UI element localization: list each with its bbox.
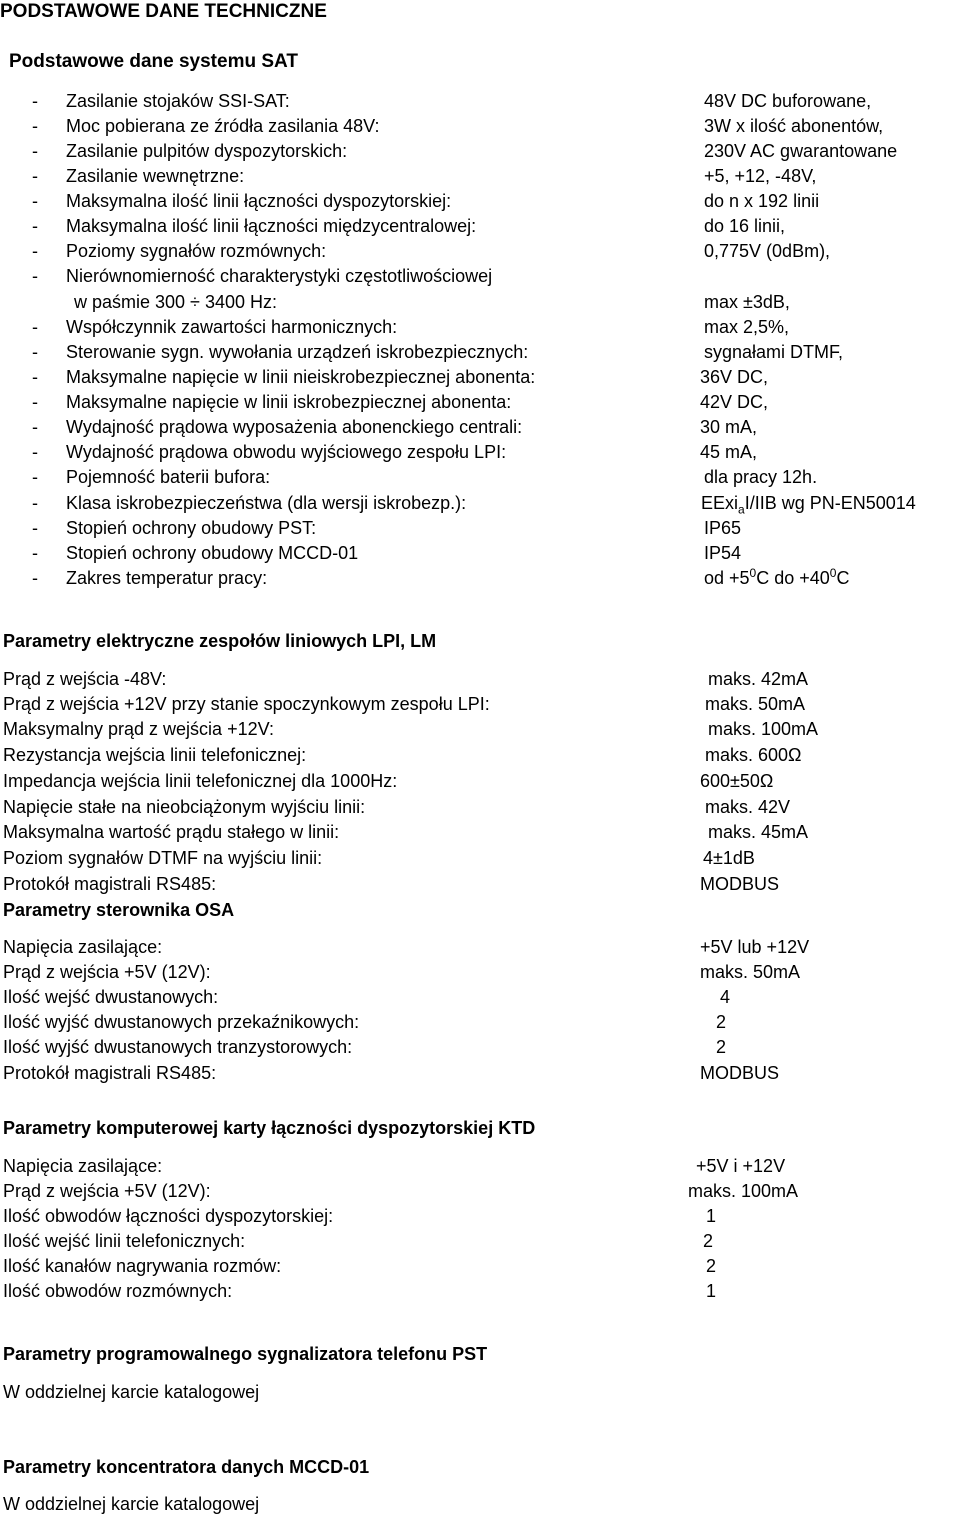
row-label: Maksymalne napięcie w linii iskrobezpiecznej abonenta: bbox=[66, 392, 512, 412]
mccd-heading: Parametry koncentratora danych MCCD-01 bbox=[3, 1457, 370, 1477]
row-label: Wydajność prądowa obwodu wyjściowego zespołu LPI: bbox=[66, 442, 507, 462]
row-value: 1 bbox=[706, 1281, 717, 1301]
row-label: Zasilanie pulpitów dyspozytorskich: bbox=[66, 141, 348, 161]
row-label: Ilość kanałów nagrywania rozmów: bbox=[3, 1256, 282, 1276]
row-dash: - bbox=[32, 467, 38, 487]
row-label: Maksymalna ilość linii łączności międzycentralowej: bbox=[66, 216, 477, 236]
row-label: Napięcia zasilające: bbox=[3, 937, 163, 957]
row-dash: - bbox=[32, 141, 38, 161]
row-value: +5V i +12V bbox=[696, 1156, 786, 1176]
row-dash: - bbox=[32, 543, 38, 563]
row-dash: - bbox=[32, 442, 38, 462]
temperature-range-value: od $+5^0C$ do $+40^0C$ bbox=[704, 566, 850, 588]
row-label: Prąd z wejścia -48V: bbox=[3, 669, 167, 689]
row-value: maks. 50mA bbox=[705, 694, 806, 714]
row-value: 600±50Ω bbox=[700, 771, 774, 791]
ex-class-value: EExi$_a$I/IIB wg PN-EN50014 bbox=[701, 493, 916, 517]
row-dash: - bbox=[32, 116, 38, 136]
row-dash: - bbox=[32, 91, 38, 111]
row-dash: - bbox=[32, 241, 38, 261]
row-dash: - bbox=[32, 266, 38, 286]
row-label: Poziomy sygnałów rozmównych: bbox=[66, 241, 327, 261]
row-label: Rezystancja wejścia linii telefonicznej: bbox=[3, 745, 307, 765]
pst-note: W oddzielnej karcie katalogowej bbox=[3, 1382, 260, 1402]
osa-heading: Parametry sterownika OSA bbox=[3, 900, 235, 920]
row-value: 4±1dB bbox=[703, 848, 755, 868]
row-value: 45 mA, bbox=[700, 442, 758, 462]
row-value: sygnałami DTMF, bbox=[704, 342, 844, 362]
row-label: Wydajność prądowa wyposażenia abonenckiego centrali: bbox=[66, 417, 523, 437]
row-label: Moc pobierana ze źródła zasilania 48V: bbox=[66, 116, 380, 136]
row-label: Zakres temperatur pracy: bbox=[66, 568, 268, 588]
row-value: 3W x ilość abonentów, bbox=[704, 116, 884, 136]
row-dash: - bbox=[32, 568, 38, 588]
row-value: maks. 45mA bbox=[708, 822, 809, 842]
row-value: 1 bbox=[706, 1206, 717, 1226]
row-value: 36V DC, bbox=[700, 367, 769, 387]
row-dash: - bbox=[32, 216, 38, 236]
row-value: do n x 192 linii bbox=[704, 191, 820, 211]
row-dash: - bbox=[32, 191, 38, 211]
row-value: 4 bbox=[720, 987, 731, 1007]
row-value: IP65 bbox=[704, 518, 742, 538]
row-value: MODBUS bbox=[700, 1063, 780, 1083]
row-value: max 2,5%, bbox=[704, 317, 790, 337]
row-label: Sterowanie sygn. wywołania urządzeń iskrobezpiecznych: bbox=[66, 342, 529, 362]
row-label: Ilość wyjść dwustanowych przekaźnikowych: bbox=[3, 1012, 360, 1032]
row-value: max ±3dB, bbox=[704, 292, 790, 312]
row-label: Ilość wejść linii telefonicznych: bbox=[3, 1231, 246, 1251]
row-value: 0,775V (0dBm), bbox=[704, 241, 831, 261]
row-label: Ilość obwodów łączności dyspozytorskiej: bbox=[3, 1206, 334, 1226]
row-value: 2 bbox=[716, 1012, 727, 1032]
row-label: Stopień ochrony obudowy MCCD-01 bbox=[66, 543, 359, 563]
row-label: Nierównomierność charakterystyki częstotliwościowej bbox=[66, 266, 493, 286]
row-value: +5, +12, -48V, bbox=[704, 166, 817, 186]
row-label: Ilość obwodów rozmównych: bbox=[3, 1281, 233, 1301]
row-dash: - bbox=[32, 392, 38, 412]
row-value: maks. 100mA bbox=[708, 719, 819, 739]
row-dash: - bbox=[32, 317, 38, 337]
sat-heading: Podstawowe dane systemu SAT bbox=[9, 51, 298, 72]
row-label: Prąd z wejścia +5V (12V): bbox=[3, 1181, 211, 1201]
row-value: do 16 linii, bbox=[704, 216, 786, 236]
row-dash: - bbox=[32, 417, 38, 437]
row-value: IP54 bbox=[704, 543, 742, 563]
row-value: dla pracy 12h. bbox=[704, 467, 818, 487]
row-value: 2 bbox=[716, 1037, 727, 1057]
pst-heading: Parametry programowalnego sygnalizatora telefonu PST bbox=[3, 1344, 488, 1364]
row-label: Maksymalne napięcie w linii nieiskrobezpiecznej abonenta: bbox=[66, 367, 536, 387]
row-label: Prąd z wejścia +5V (12V): bbox=[3, 962, 211, 982]
row-dash: - bbox=[32, 367, 38, 387]
row-label: Współczynnik zawartości harmonicznych: bbox=[66, 317, 398, 337]
row-value: MODBUS bbox=[700, 874, 780, 894]
row-value: maks. 42mA bbox=[708, 669, 809, 689]
row-label: Impedancja wejścia linii telefonicznej dla 1000Hz: bbox=[3, 771, 398, 791]
row-value: 2 bbox=[703, 1231, 714, 1251]
row-value: maks. 42V bbox=[705, 797, 791, 817]
row-label: Maksymalna ilość linii łączności dyspozytorskiej: bbox=[66, 191, 452, 211]
row-dash: - bbox=[32, 166, 38, 186]
row-label: Maksymalna wartość prądu stałego w linii: bbox=[3, 822, 340, 842]
ktd-heading: Parametry komputerowej karty łączności dyspozytorskiej KTD bbox=[3, 1118, 536, 1138]
row-value: maks. 100mA bbox=[688, 1181, 799, 1201]
row-label: Napięcie stałe na nieobciążonym wyjściu linii: bbox=[3, 797, 366, 817]
row-label: Poziom sygnałów DTMF na wyjściu linii: bbox=[3, 848, 323, 868]
row-dash: - bbox=[32, 342, 38, 362]
row-label: Klasa iskrobezpieczeństwa (dla wersji iskrobezp.): bbox=[66, 493, 467, 513]
row-label: w paśmie 300 ÷ 3400 Hz: bbox=[74, 292, 277, 312]
row-value: 30 mA, bbox=[700, 417, 758, 437]
row-label: Ilość wyjść dwustanowych tranzystorowych: bbox=[3, 1037, 353, 1057]
row-dash: - bbox=[32, 518, 38, 538]
page-title: PODSTAWOWE DANE TECHNICZNE bbox=[0, 1, 327, 22]
row-label: Protokół magistrali RS485: bbox=[3, 1063, 217, 1083]
row-label: Ilość wejść dwustanowych: bbox=[3, 987, 219, 1007]
row-label: Maksymalny prąd z wejścia +12V: bbox=[3, 719, 274, 739]
row-label: Stopień ochrony obudowy PST: bbox=[66, 518, 317, 538]
row-value: 2 bbox=[706, 1256, 717, 1276]
row-label: Pojemność baterii bufora: bbox=[66, 467, 271, 487]
row-label: Prąd z wejścia +12V przy stanie spoczynkowym zespołu LPI: bbox=[3, 694, 490, 714]
row-value: 230V AC gwarantowane bbox=[704, 141, 898, 161]
row-value: 48V DC buforowane, bbox=[704, 91, 872, 111]
row-value: 42V DC, bbox=[700, 392, 769, 412]
row-value: +5V lub +12V bbox=[700, 937, 810, 957]
row-value: maks. 600Ω bbox=[705, 745, 802, 765]
mccd-note: W oddzielnej karcie katalogowej bbox=[3, 1494, 260, 1514]
row-dash: - bbox=[32, 493, 38, 513]
row-label: Napięcia zasilające: bbox=[3, 1156, 163, 1176]
lpi-heading: Parametry elektryczne zespołów liniowych LPI, LM bbox=[3, 631, 437, 651]
row-label: Zasilanie wewnętrzne: bbox=[66, 166, 245, 186]
row-label: Protokół magistrali RS485: bbox=[3, 874, 217, 894]
row-value: maks. 50mA bbox=[700, 962, 801, 982]
row-label: Zasilanie stojaków SSI-SAT: bbox=[66, 91, 290, 111]
